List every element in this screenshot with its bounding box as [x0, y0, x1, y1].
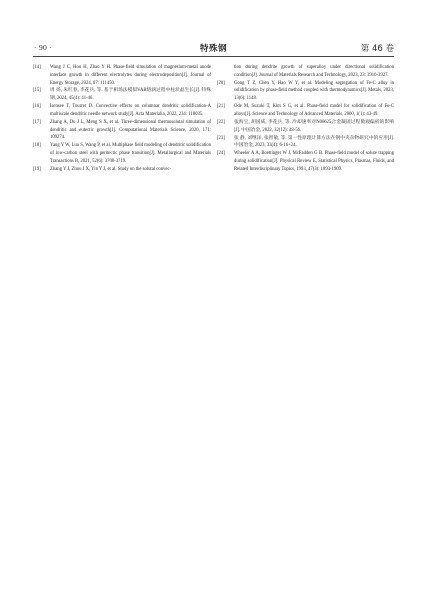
reference-text: Yang Y W, Luo S, Wang P, et al. Multiphase field modeling of dendritic solidification of low-carbon steel with peritectic phase transition[J]. Metallurgical and Materials Transactions B, 2021, 52(6): 3708-3719.	[50, 143, 211, 164]
references-right-column	[217, 64, 394, 174]
reference-number: [15]	[33, 88, 41, 94]
reference-text: 周 扬, 朱红春, 李花兵, 等. 基于相场法模拟VAR熔滴过程中柱状晶生长[J]. 特殊钢, 2024, 45(4): 41-46.	[50, 88, 211, 102]
reference-item	[217, 80, 394, 103]
reference-number: [16]	[33, 104, 41, 110]
page-header	[0, 0, 427, 58]
reference-item	[33, 87, 211, 103]
reference-text: tion during dendrite growth of superalloy under directional solidification condition[J]. Journal of Materials Research and Technology, 2023, 23: 3916-3927.	[234, 65, 394, 78]
reference-number: [17]	[33, 119, 41, 125]
reference-text: 张海宝, 胡国威, 李花兵, 等. 冷却速率对N06625合金凝固过程微观偏析的影响[J]. 中国冶金, 2022, 32(12): 48-56.	[234, 119, 394, 133]
reference-text: Gong T Z, Chen Y, Hao W Y, et al. Modeling segregation of Fe-C alloy in solidification by phase-field method coupled with thermodynamics[J]. Metals, 2023, 13(6): 1148.	[234, 80, 394, 102]
reference-number: [22]	[217, 119, 225, 125]
page-number: · 90 ·	[34, 43, 53, 52]
reference-text: Isensee T, Tourret D. Convective effects on columnar dendritic solidification-A multiscale dendritic needle network study[J]. Acta Materialia, 2022, 234: 118035.	[50, 104, 211, 117]
volume-label: 第 46 卷	[360, 44, 394, 54]
reference-text: Ode M, Suzuki T, Kim S G, et al. Phase-field model for solidification of Fe-C alloys[J]. Science and Technology of Advanced Materials, 2000, 1(1): 43-49.	[234, 104, 394, 117]
reference-number: [19]	[33, 166, 41, 172]
reference-item	[33, 119, 211, 142]
reference-item	[217, 119, 394, 135]
reference-text: Wang J C, Hou H, Zhao Y H. Phase-field simulation of magnesium-metal anode interface growth in different electrolytes during electrodeposition[J]. Journal of Energy Storage, 2024, 87: 111450.	[50, 65, 211, 86]
reference-number: [14]	[33, 65, 41, 70]
reference-number: [24]	[217, 151, 225, 157]
reference-text: 张 静, 刘继泽, 张智敏, 等. 第一性原理计算方法在钢中夹杂物研究中的应用[J]. 中国冶金, 2023, 33(4): 6-16+24.	[234, 135, 394, 149]
reference-number: [18]	[33, 143, 41, 149]
reference-item	[217, 135, 394, 151]
reference-text: Wheeler A A, Boettinger W J, McFadden G B. Phase-field model of solute trapping during solidification[J]. Physical Review E, Statistical Physics, Plasmas, Fluids, and Related Interdisciplinary Topics, 1993, 47(3): 1893-1909.	[234, 151, 394, 172]
references-left-column	[33, 64, 211, 174]
reference-item	[217, 150, 394, 173]
reference-text: Zhang Y J, Zhou J X, Yin Y J, et al. Study on the solutal convec-	[50, 166, 172, 172]
reference-number: [20]	[217, 80, 225, 86]
reference-item-continuation	[217, 64, 394, 80]
journal-title: 特殊钢	[199, 44, 227, 54]
reference-text: Zhang A, Du J L, Meng S X, et al. Three-dimensional thermosolutal simulation of dendritic and eutectic growth[J]. Computational Materials Science, 2020, 171: 109274.	[50, 119, 211, 141]
header-divider	[33, 56, 394, 57]
reference-number: [21]	[217, 104, 225, 110]
reference-item	[33, 103, 211, 119]
reference-item	[217, 103, 394, 119]
reference-item	[33, 64, 211, 87]
reference-item	[33, 166, 211, 174]
reference-item	[33, 142, 211, 165]
reference-number: [23]	[217, 135, 225, 141]
